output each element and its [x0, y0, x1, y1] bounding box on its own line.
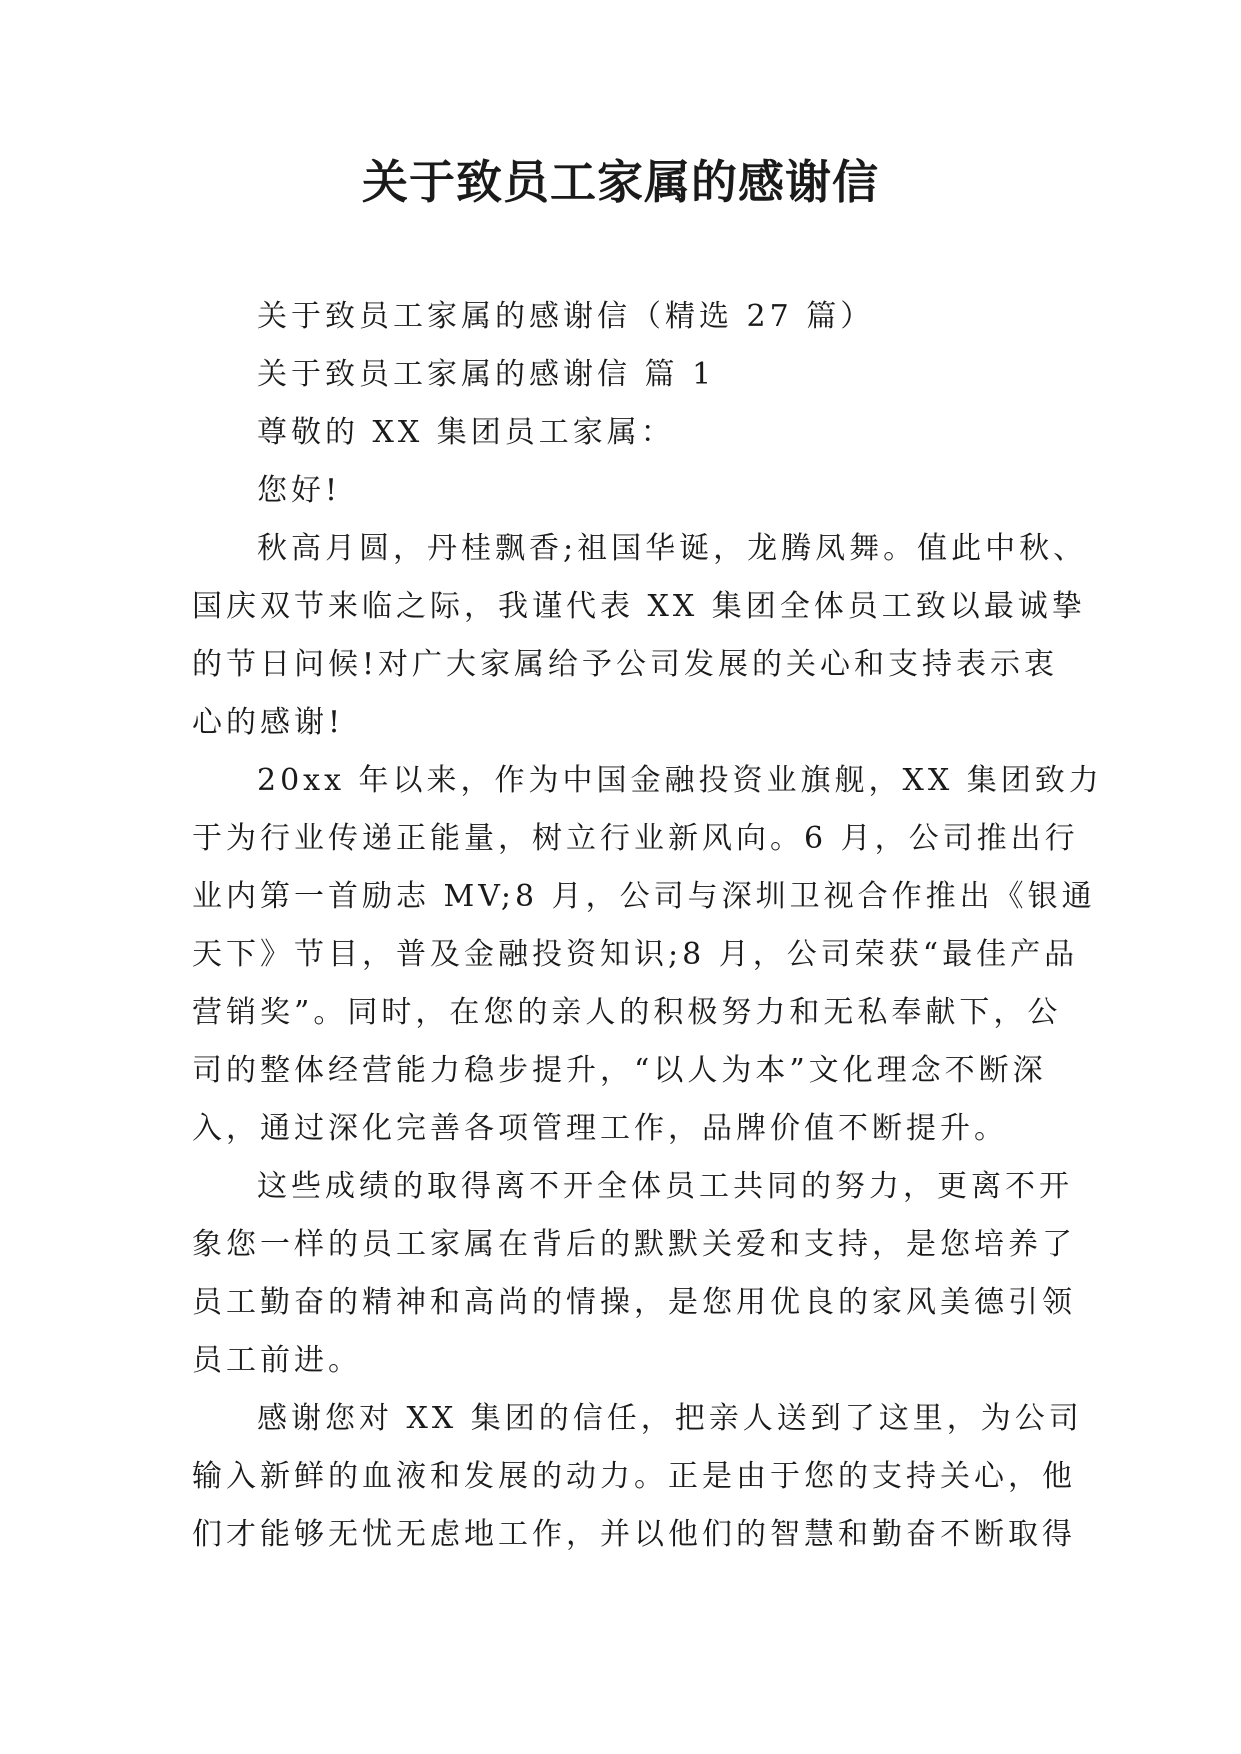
text-line: 感谢您对 XX 集团的信任，把亲人送到了这里，为公司 — [257, 1401, 1083, 1436]
text-line: 业内第一首励志 MV;8 月，公司与深圳卫视合作推出《银通 — [192, 879, 1096, 914]
document-title: 关于致员工家属的感谢信 — [362, 155, 879, 209]
text-line: 天下》节目，普及金融投资知识;8 月，公司荣获“最佳产品 — [192, 937, 1079, 972]
text-line: 尊敬的 XX 集团员工家属： — [257, 415, 675, 450]
text-line: 关于致员工家属的感谢信 篇 1 — [257, 357, 716, 392]
text-line: 国庆双节来临之际，我谨代表 XX 集团全体员工致以最诚挚 — [192, 589, 1086, 624]
text-line: 这些成绩的取得离不开全体员工共同的努力，更离不开 — [257, 1169, 1073, 1204]
text-line: 们才能够无忧无虑地工作，并以他们的智慧和勤奋不断取得 — [192, 1517, 1076, 1552]
text-line: 关于致员工家属的感谢信（精选 27 篇） — [257, 299, 875, 334]
text-line: 入，通过深化完善各项管理工作，品牌价值不断提升。 — [192, 1111, 1008, 1146]
document-body — [192, 288, 1103, 1564]
text-line: 输入新鲜的血液和发展的动力。正是由于您的支持关心，他 — [192, 1459, 1076, 1494]
text-line: 您好! — [257, 473, 342, 508]
text-line: 员工勤奋的精神和高尚的情操，是您用优良的家风美德引领 — [192, 1285, 1076, 1320]
text-line: 象您一样的员工家属在背后的默默关爱和支持，是您培养了 — [192, 1227, 1076, 1262]
text-line: 于为行业传递正能量，树立行业新风向。6 月，公司推出行 — [192, 821, 1079, 856]
text-line: 营销奖”。同时，在您的亲人的积极努力和无私奉献下，公 — [192, 995, 1062, 1030]
text-line: 秋高月圆，丹桂飘香;祖国华诞，龙腾凤舞。值此中秋、 — [257, 531, 1088, 566]
text-line: 心的感谢! — [192, 705, 345, 740]
text-line: 的节日问候!对广大家属给予公司发展的关心和支持表示衷 — [192, 647, 1059, 682]
text-line: 司的整体经营能力稳步提升，“以人为本”文化理念不断深 — [192, 1053, 1047, 1088]
text-line: 员工前进。 — [192, 1343, 362, 1378]
text-line: 20xx 年以来，作为中国金融投资业旗舰，XX 集团致力 — [257, 763, 1103, 798]
